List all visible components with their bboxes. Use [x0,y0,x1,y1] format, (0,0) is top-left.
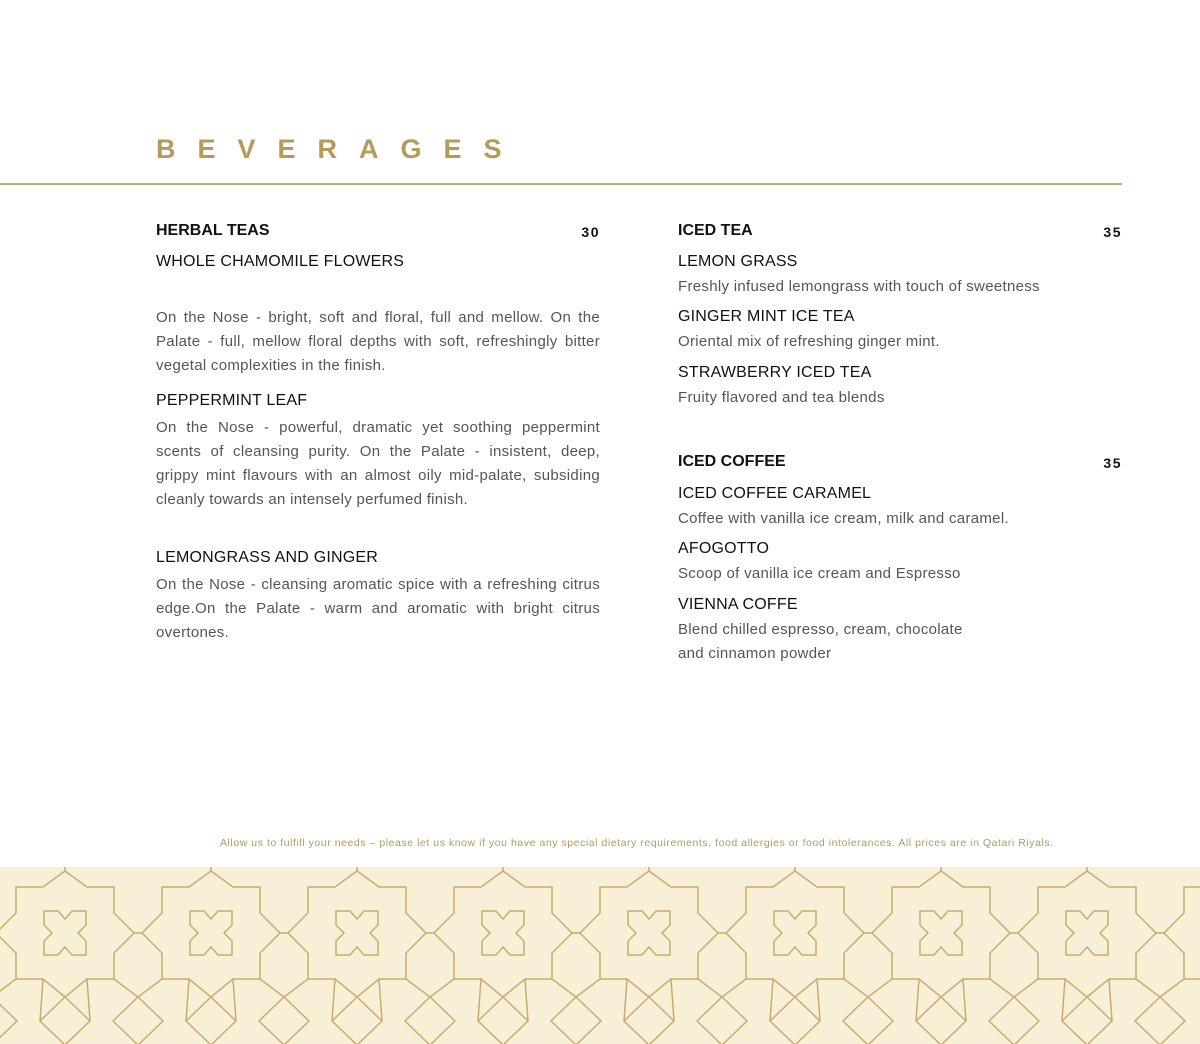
section-title: ICED TEA [678,222,753,239]
menu-item-vienna-coffe [678,595,1122,666]
item-description: Fruity flavored and tea blends [678,389,885,406]
item-description: Freshly infused lemongrass with touch of sweetness [678,278,1040,295]
menu-item-afogotto [678,539,1122,586]
item-description-line-2: and cinnamon powder [678,645,832,662]
menu-item-lemongrass-and-ginger [156,548,600,645]
dietary-disclaimer: Allow us to fulfill your needs – please let us know if you have any special dietary requirements, food allergies or food intolerances. All prices are in Qatari Riyals. [220,837,1054,849]
item-description: Coffee with vanilla ice cream, milk and caramel. [678,510,1009,527]
item-name: LEMONGRASS AND GINGER [156,549,379,566]
section-title: ICED COFFEE [678,453,786,470]
item-name: ICED COFFEE CARAMEL [678,485,872,502]
menu-item-strawberry-iced-tea [678,363,1122,410]
iced-drinks-column [678,221,1122,662]
item-name: AFOGOTTO [678,540,770,557]
section-price: 30 [581,224,600,240]
section-price: 35 [1103,455,1122,471]
section-title: HERBAL TEAS [156,222,270,239]
section-header-iced-tea [678,221,1122,243]
menu-item-iced-coffee-caramel [678,484,1122,531]
section-price: 35 [1103,224,1122,240]
item-description: On the Nose - cleansing aromatic spice with a refreshing citrus edge.On the Palate - warm and aromatic with bright citrus overtones. [156,576,600,641]
section-header-herbal-teas [156,221,600,243]
item-description: On the Nose - bright, soft and floral, full and mellow. On the Palate - full, mellow floral depths with soft, refreshingly bitter vegetal complexities in the finish. [156,309,600,374]
menu-item-lemon-grass [678,252,1122,299]
item-description-line-1: Blend chilled espresso, cream, chocolate [678,621,963,638]
section-header-iced-coffee [678,452,1122,474]
item-name: STRAWBERRY ICED TEA [678,364,872,381]
item-name: LEMON GRASS [678,253,798,270]
page-title: BEVERAGES [156,134,524,164]
item-name: PEPPERMINT LEAF [156,392,308,409]
item-description: Scoop of vanilla ice cream and Espresso [678,565,961,582]
item-name: GINGER MINT ICE TEA [678,308,855,325]
title-divider [0,183,1122,185]
item-name: VIENNA COFFE [678,596,798,613]
item-name: WHOLE CHAMOMILE FLOWERS [156,253,405,270]
menu-item-peppermint-leaf [156,391,600,512]
geometric-lattice-pattern-icon [0,867,1200,1044]
item-description: On the Nose - powerful, dramatic yet soothing peppermint scents of cleansing purity. On the Palate - insistent, deep, grippy mint flavours with an almost oily mid-palate, subsiding cleanly towards an intensely perfumed finish. [156,419,600,508]
item-description: Oriental mix of refreshing ginger mint. [678,333,940,350]
herbal-teas-column [156,221,600,641]
section-iced-coffee [678,452,1122,662]
menu-item-ginger-mint-ice-tea [678,307,1122,354]
menu-item-whole-chamomile-flowers [156,252,600,378]
